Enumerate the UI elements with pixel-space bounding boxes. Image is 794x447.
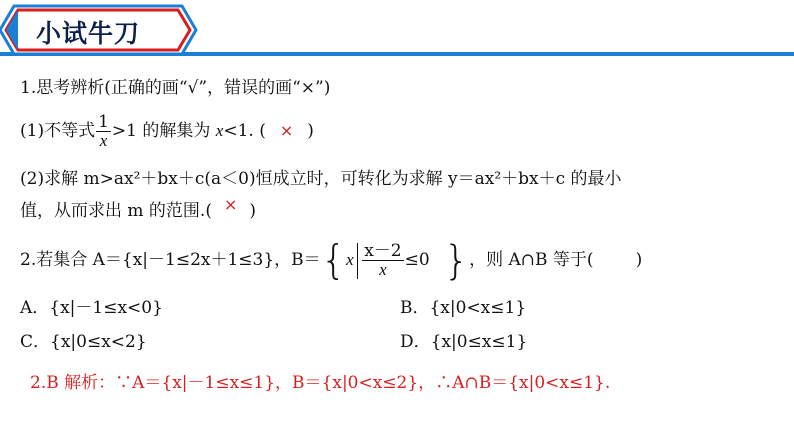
- q1-item1-pre: (1)不等式: [20, 121, 96, 141]
- q2-le0: ≤0: [404, 250, 430, 270]
- fraction-numerator: 1: [98, 112, 109, 132]
- q1-item1-post2: <1. (: [223, 121, 266, 141]
- right-brace: }: [443, 237, 470, 284]
- fraction-x-minus-2-over-x: [362, 242, 403, 279]
- q1-item1: [20, 113, 314, 150]
- fraction-1-over-x: [96, 113, 111, 150]
- fraction-denominator: x: [99, 131, 108, 150]
- fraction-denominator: x: [379, 260, 387, 279]
- answer-explanation: 2.B 解析：∵A＝{x|－1≤x≤1}，B＝{x|0<x≤2}，∴A∩B＝{x|0<x≤1}.: [30, 373, 611, 393]
- option-c: C．{x|0≤x<2}: [20, 332, 147, 352]
- q1-item1-close: ): [307, 121, 314, 141]
- option-b: B．{x|0<x≤1}: [400, 298, 527, 318]
- q2-set-var: x: [346, 250, 354, 269]
- q1-stem: 1.思考辨析(正确的画“√”，错误的画“×”): [20, 78, 331, 98]
- q1-item1-cross-mark: ×: [279, 121, 294, 140]
- q2-stem: [20, 237, 643, 284]
- fraction-numerator: x－2: [364, 241, 402, 261]
- q2-pre: 2.若集合 A＝{x|－1≤2x＋1≤3}，B＝: [20, 250, 321, 270]
- q1-item2-cross-mark: ×: [223, 195, 238, 214]
- q1-item1-post1: >1 的解集为: [111, 121, 216, 141]
- set-divider: [357, 243, 359, 279]
- q1-item2-close: ): [249, 201, 257, 221]
- left-brace: {: [320, 237, 347, 284]
- option-a: A．{x|－1≤x<0}: [20, 298, 163, 318]
- q2-post: ，则 A∩B 等于(: [469, 250, 594, 270]
- section-banner: [0, 0, 794, 62]
- q1-item2-line2: [20, 195, 257, 222]
- option-d: D．{x|0≤x≤1}: [400, 332, 528, 352]
- q1-item2-line2-pre: 值，从而求出 m 的范围.(: [20, 201, 212, 221]
- banner-title: 小试牛刀: [36, 19, 141, 48]
- q1-item1-var: x: [215, 121, 224, 140]
- q2-close: ): [635, 250, 643, 270]
- q1-item2-line1: (2)求解 m>ax²＋bx＋c(a＜0)恒成立时，可转化为求解 y＝ax²＋bx＋c 的最小: [20, 169, 622, 189]
